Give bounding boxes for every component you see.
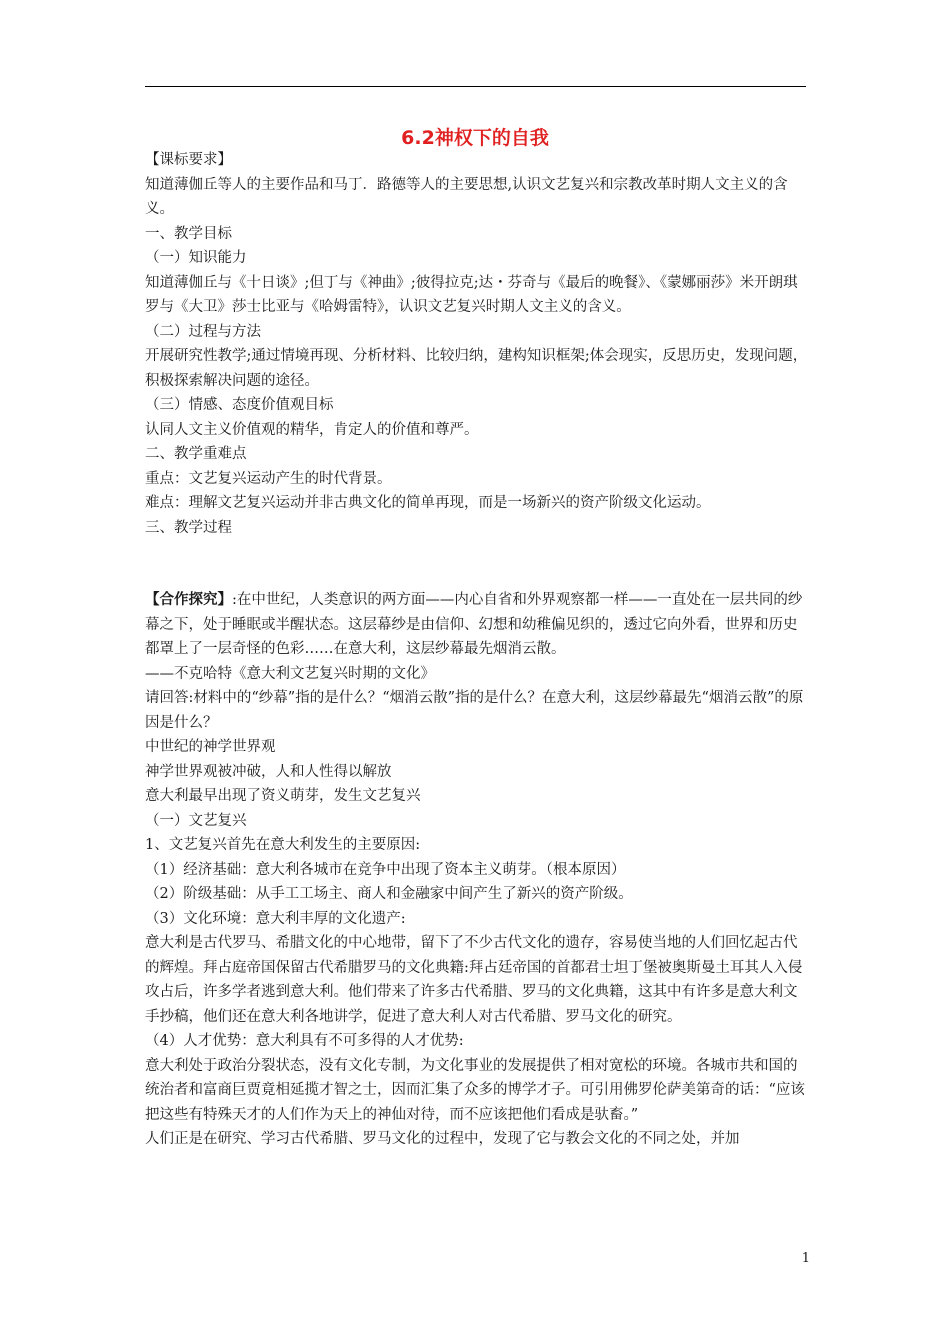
- difficulty-text: 难点：理解文艺复兴运动并非古典文化的简单再现，而是一场新兴的资产阶级文化运动。: [145, 495, 711, 511]
- page-number: 1: [801, 1251, 810, 1266]
- culture-detail: 意大利是古代罗马、希腊文化的中心地带，留下了不少古代文化的遗存，容易使当地的人们回忆起古代的辉煌。拜占庭帝国保留古代希腊罗马的文化典籍:拜占廷帝国的首都君士坦丁堡被奥斯曼土耳其人入侵攻占后，许多学者逃到意大利。他们带来了许多古代希腊、罗马的文化典籍，这其中有许多是意大利文手抄稿，他们还在意大利各地讲学，促进了意大利人对古代希腊、罗马文化的研究。: [145, 935, 803, 1025]
- cause-talent: （4）人才优势：意大利具有不可多得的人才优势:: [145, 1033, 464, 1049]
- knowledge-heading: （一）知识能力: [145, 250, 247, 266]
- key-points-heading: 二、教学重难点: [145, 446, 247, 462]
- answer-3: 意大利最早出现了资义萌芽，发生文艺复兴: [145, 788, 421, 804]
- teaching-goals-heading: 一、教学目标: [145, 225, 232, 242]
- curriculum-heading: 【课标要求】: [145, 152, 232, 168]
- closing-text: 人们正是在研究、学习古代希腊、罗马文化的过程中，发现了它与教会文化的不同之处，并加: [145, 1131, 740, 1147]
- answer-2: 神学世界观被冲破，人和人性得以解放: [145, 763, 392, 780]
- spacer: [145, 540, 810, 588]
- process-section-heading: 三、教学过程: [145, 519, 232, 536]
- cause-class: （2）阶级基础：从手工工场主、商人和金融家中间产生了新兴的资产阶级。: [145, 886, 633, 902]
- process-text: 开展研究性教学;通过情境再现、分析材料、比较归纳，建构知识框架;体会现实，反思历史，发现问题，积极探索解决问题的途径。: [145, 348, 808, 389]
- emotion-heading: （三）情感、态度价值观目标: [145, 397, 334, 413]
- process-heading: （二）过程与方法: [145, 323, 261, 340]
- inquiry-text: :在中世纪，人类意识的两方面——内心自省和外界观察都一样——一直处在一层共同的纱幕之下，处于睡眠或半醒状态。这层幕纱是由信仰、幻想和幼稚偏见织的，透过它向外看，世界和历史都罩上了一层奇怪的色彩……在意大利，这层纱幕最先烟消云散。: [145, 592, 803, 657]
- header-rule: [145, 86, 806, 87]
- document-title: 6.2神权下的自我: [401, 127, 549, 149]
- knowledge-text: 知道薄伽丘与《十日谈》;但丁与《神曲》;彼得拉克;达・芬奇与《最后的晚餐》、《蒙娜丽莎》米开朗琪罗与《大卫》莎士比亚与《哈姆雷特》，认识文艺复兴时期人文主义的含义。: [145, 274, 798, 315]
- renaissance-heading: （一）文艺复兴: [145, 812, 247, 829]
- key-point-text: 重点：文艺复兴运动产生的时代背景。: [145, 470, 392, 487]
- emotion-text: 认同人文主义价值观的精华，肯定人的价值和尊严。: [145, 421, 479, 438]
- causes-heading: 1、文艺复兴首先在意大利发生的主要原因:: [145, 837, 421, 853]
- cause-culture: （3）文化环境：意大利丰厚的文化遗产:: [145, 910, 406, 927]
- inquiry-label: 【合作探究】: [145, 591, 232, 608]
- talent-detail: 意大利处于政治分裂状态，没有文化专制，为文化事业的发展提供了相对宽松的环境。各城市共和国的统治者和富商巨贾竟相延揽才智之士，因而汇集了众多的博学才子。可引用佛罗伦萨美第奇的话：“应该把这些有特殊天才的人们作为天上的神仙对待，而不应该把他们看成是驮畜。”: [145, 1057, 805, 1123]
- curriculum-text: 知道薄伽丘等人的主要作品和马丁．路德等人的主要思想,认识文艺复兴和宗教改革时期人文主义的含义。: [145, 176, 788, 217]
- answer-1: 中世纪的神学世界观: [145, 739, 276, 755]
- question: 请回答:材料中的“纱幕”指的是什么？“烟消云散”指的是什么？在意大利，这层纱幕最先“烟消云散”的原因是什么？: [145, 690, 804, 731]
- cause-economic: （1）经济基础：意大利各城市在竞争中出现了资本主义萌芽。（根本原因）: [145, 861, 626, 878]
- inquiry-paragraph: [145, 588, 810, 662]
- citation: ——不克哈特《意大利文艺复兴时期的文化》: [145, 665, 435, 682]
- document-body: [145, 148, 810, 1152]
